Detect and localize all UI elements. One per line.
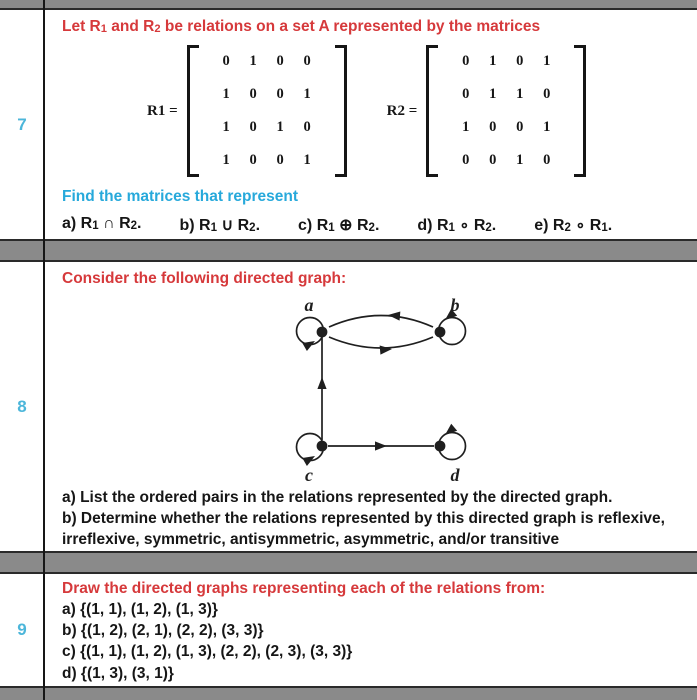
- matrix-r2: [387, 45, 587, 177]
- matrix-cell: 0: [462, 152, 470, 168]
- problem-9-body: [44, 574, 697, 686]
- problem-7-number: 7: [17, 114, 27, 134]
- matrix-r2-body: [426, 45, 586, 177]
- node-d-label: d: [450, 465, 460, 485]
- matrix-r1: [147, 45, 347, 177]
- directed-graph-svg: [266, 289, 488, 485]
- problem-8-number: 8: [17, 396, 27, 416]
- matrix-cell: 0: [303, 119, 311, 135]
- matrix-cell: 1: [489, 53, 497, 69]
- arrowhead-b-to-a: [388, 310, 401, 320]
- right-bracket: [335, 45, 347, 177]
- matrix-cell: 0: [489, 152, 497, 168]
- relation-item: a) {(1, 1), (1, 2), (1, 3)}: [62, 601, 218, 618]
- matrix-cell: 1: [222, 119, 230, 135]
- problem-8-row: [0, 262, 697, 551]
- problem-9-row: [0, 574, 697, 686]
- relation-item: b) {(1, 2), (2, 1), (2, 2), (3, 3)}: [62, 622, 264, 640]
- matrix-cell: 1: [249, 53, 257, 69]
- option: c) R1 ⊕ R2.: [298, 217, 380, 234]
- matrix-cell: 1: [462, 119, 470, 135]
- node-d: [435, 441, 446, 452]
- problem-7-heading: Let R1 and R2 be relations on a set A represented by the matrices: [62, 18, 541, 35]
- option: d) R1 ∘ R2.: [417, 217, 497, 234]
- matrix-cell: 0: [276, 53, 284, 69]
- matrix-cell: 0: [249, 152, 257, 168]
- directed-graph: [266, 289, 691, 485]
- matrix-cell: 0: [516, 53, 524, 69]
- problem-7-body: [44, 10, 697, 239]
- problem-7-options: [62, 215, 691, 235]
- option: b) R1 ∪ R2.: [179, 217, 261, 234]
- matrix-cell: 0: [276, 152, 284, 168]
- node-c-label: c: [305, 465, 313, 485]
- arrowhead-loop-d: [442, 424, 457, 439]
- right-bracket: [574, 45, 586, 177]
- matrix-cell: 0: [462, 86, 470, 102]
- problem-7-subheading: Find the matrices that represent: [62, 188, 299, 205]
- matrix-cell: 1: [303, 86, 311, 102]
- relation-item: c) {(1, 1), (1, 2), (1, 3), (2, 2), (2, 3), (3, 3)}: [62, 643, 353, 661]
- matrix-cell: 0: [543, 152, 551, 168]
- matrix-r1-label: R1 =: [147, 102, 178, 119]
- matrix-r2-label: R2 =: [386, 102, 418, 119]
- arrowhead-a-to-b: [380, 344, 393, 354]
- separator-bar: [0, 551, 697, 574]
- node-b: [435, 327, 446, 338]
- problem-8-heading: Consider the following directed graph:: [62, 270, 347, 287]
- matrix-cell: 1: [543, 53, 551, 69]
- matrix-cell: 1: [543, 119, 551, 135]
- matrix-cell: 0: [249, 86, 257, 102]
- node-b-label: b: [450, 295, 460, 315]
- question: a) List the ordered pairs in the relations represented by the directed graph.: [62, 489, 613, 506]
- matrix-cell: 1: [516, 86, 524, 102]
- matrix-cell: 0: [276, 86, 284, 102]
- matrix-cell: 1: [516, 152, 524, 168]
- question: b) Determine whether the relations represented by this directed graph is reflexive, irreflexive, symmetric, antisymmetric, asymmetric, and/or transitive: [62, 510, 665, 548]
- problem-8-body: [44, 262, 697, 551]
- left-bracket: [187, 45, 199, 177]
- problem-9-items: [62, 599, 691, 684]
- matrix-cell: 1: [276, 119, 284, 135]
- matrix-cell: 1: [489, 86, 497, 102]
- matrix-r1-body: [187, 45, 347, 177]
- matrix-zone: [62, 40, 691, 182]
- matrix-r1-grid: [199, 45, 335, 177]
- matrix-cell: 0: [303, 53, 311, 69]
- matrix-cell: 1: [222, 86, 230, 102]
- node-a: [317, 327, 328, 338]
- relation-item: d) {(1, 3), (3, 1)}: [62, 664, 174, 682]
- option: e) R2 ∘ R1.: [534, 217, 613, 234]
- problem-7-row: [0, 10, 697, 239]
- matrix-cell: 0: [543, 86, 551, 102]
- matrix-cell: 0: [249, 119, 257, 135]
- bottom-gray-bar: [0, 686, 697, 700]
- problem-9-heading: Draw the directed graphs representing each of the relations from:: [62, 580, 546, 597]
- separator-bar: [0, 239, 697, 262]
- top-gray-bar: [0, 0, 697, 10]
- problem-9-number: 9: [17, 620, 27, 639]
- left-bracket: [426, 45, 438, 177]
- problem-8-questions: [62, 487, 691, 550]
- matrix-cell: 0: [222, 53, 230, 69]
- matrix-cell: 1: [222, 152, 230, 168]
- edge-b-to-a: [329, 316, 433, 328]
- arrowhead-c-to-d: [375, 441, 387, 450]
- arrowhead-c-to-a: [317, 377, 326, 389]
- node-a-label: a: [304, 295, 314, 315]
- option: a) R1 ∩ R2.: [62, 215, 142, 232]
- matrix-r2-grid: [438, 45, 574, 177]
- matrix-cell: 1: [303, 152, 311, 168]
- matrix-cell: 0: [516, 119, 524, 135]
- matrix-cell: 0: [462, 53, 470, 69]
- node-c: [317, 441, 328, 452]
- matrix-cell: 0: [489, 119, 497, 135]
